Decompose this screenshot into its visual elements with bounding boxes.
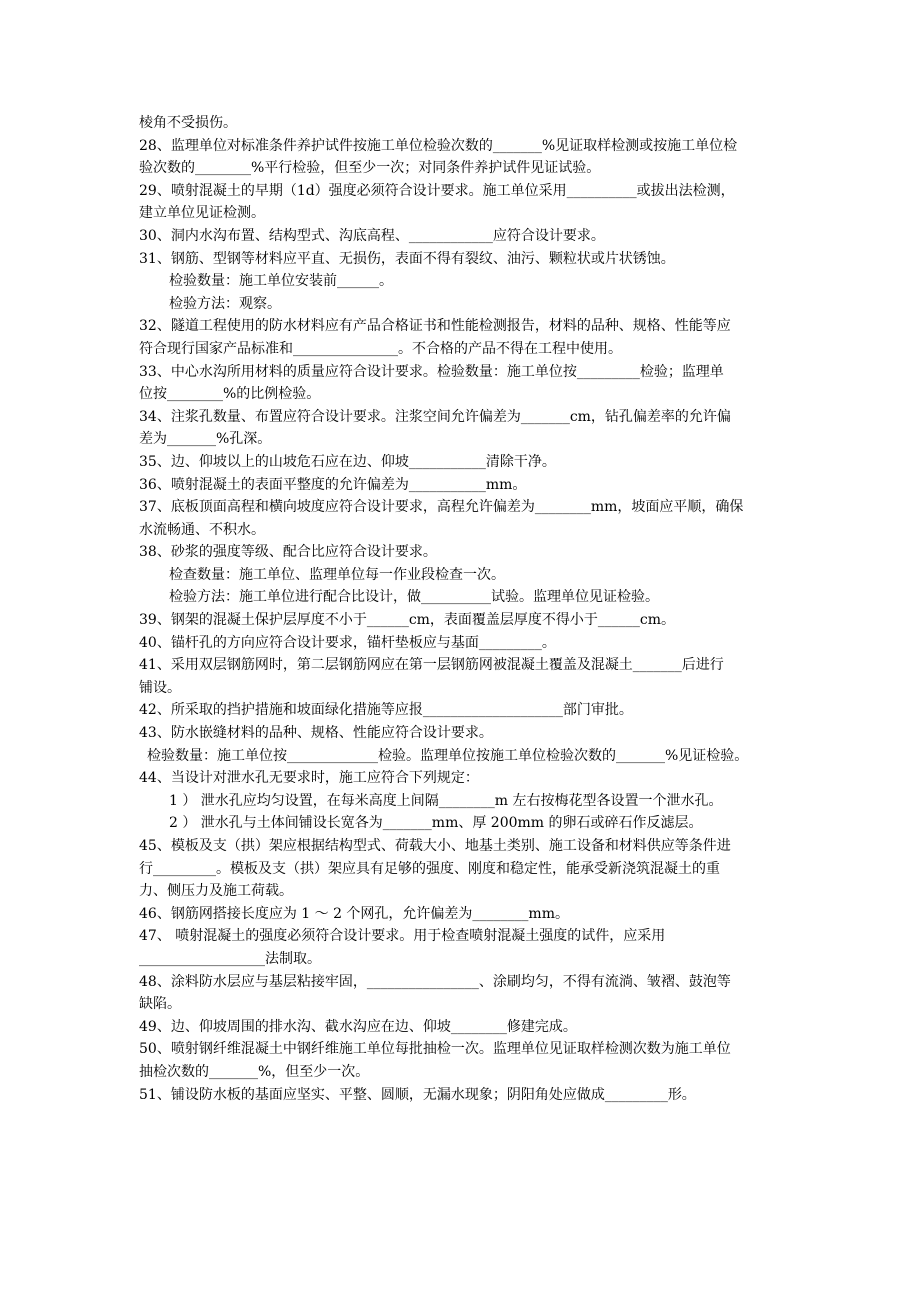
document-body [139, 112, 789, 1106]
text-line: 43、防水嵌缝材料的品种、规格、性能应符合设计要求。 [139, 725, 493, 742]
text-line: 抽检次数的_______%，但至少一次。 [139, 1063, 370, 1080]
text-line: 建立单位见证检测。 [139, 205, 265, 222]
text-line: 36、喷射混凝土的表面平整度的允许偏差为___________mm。 [139, 476, 527, 493]
text-line: 水流畅通、不积水。 [139, 521, 265, 538]
text-line: 棱角不受损伤。 [139, 115, 237, 131]
text-line: 37、底板顶面高程和横向坡度应符合设计要求，高程允许偏差为________mm，坡面应平顺，确保 [139, 499, 744, 516]
text-line: 2 ） 泄水孔与土体间铺设长宽各为_______mm、厚 200mm 的卵石或碎石作反滤层。 [169, 815, 703, 832]
text-line: 47、 喷射混凝土的强度必须符合设计要求。用于检查喷射混凝土强度的试件，应采用 [139, 928, 666, 945]
text-line: __________________法制取。 [139, 950, 321, 967]
text-line: 28、监理单位对标准条件养护试件按施工单位检验次数的_______%见证取样检测或按施工单位检 [139, 137, 738, 154]
text-line: 46、钢筋网搭接长度应为 1 ～ 2 个网孔，允许偏差为________mm。 [139, 905, 569, 922]
text-line: 行_________。模板及支（拱）架应具有足够的强度、刚度和稳定性，能承受新浇筑混凝土的重 [139, 860, 720, 877]
text-line: 31、钢筋、型钢等材料应平直、无损伤，表面不得有裂纹、油污、颗粒状或片状锈蚀。 [139, 250, 675, 267]
text-line: 49、边、仰坡周围的排水沟、截水沟应在边、仰坡________修建完成。 [139, 1018, 577, 1035]
text-line: 符合现行国家产品标准和_______________。不合格的产品不得在工程中使用。 [139, 340, 622, 357]
text-line: 验次数的________%平行检验，但至少一次；对同条件养护试件见证试验。 [139, 160, 601, 177]
text-line: 缺陷。 [139, 996, 181, 1013]
text-line: 30、洞内水沟布置、结构型式、沟底高程、____________应符合设计要求。 [139, 227, 605, 244]
text-line: 51、铺设防水板的基面应坚实、平整、圆顺，无漏水现象；阴阳角处应做成_________形。 [139, 1086, 696, 1103]
text-line: 检验数量：施工单位安装前______。 [169, 273, 393, 290]
text-line: 检验方法：观察。 [169, 295, 281, 312]
text-line: 40、锚杆孔的方向应符合设计要求，锚杆垫板应与基面_________。 [139, 634, 556, 651]
text-line: 29、喷射混凝土的早期（1d）强度必须符合设计要求。施工单位采用__________或拔出法检测， [139, 182, 735, 199]
text-line: 41、采用双层钢筋网时，第二层钢筋网应在第一层钢筋网被混凝土覆盖及混凝土_______后进行 [139, 657, 724, 674]
text-line: 33、中心水沟所用材料的质量应符合设计要求。检验数量：施工单位按_________检验；监理单 [139, 363, 724, 380]
text-line: 48、涂料防水层应与基层粘接牢固，________________、涂刷均匀，不得有流淌、皱褶、鼓泡等 [139, 973, 731, 990]
text-line: 铺设。 [139, 679, 181, 696]
text-line: 45、模板及支（拱）架应根据结构型式、荷载大小、地基土类别、施工设备和材料供应等条件进 [139, 838, 731, 854]
text-line: 位按________%的比例检验。 [139, 386, 321, 403]
text-line: 检查数量：施工单位、监理单位每一作业段检查一次。 [169, 566, 505, 583]
text-line: 39、钢架的混凝土保护层厚度不小于______cm，表面覆盖层厚度不得小于______cm。 [139, 612, 676, 629]
text-line: 差为_______%孔深。 [139, 431, 272, 448]
text-line: 38、砂浆的强度等级、配合比应符合设计要求。 [139, 544, 437, 561]
text-line: 44、当设计对泄水孔无要求时，施工应符合下列规定： [139, 770, 479, 787]
text-line: 42、所采取的挡护措施和坡面绿化措施等应报____________________部门审批。 [139, 702, 633, 719]
text-line: 检验方法：施工单位进行配合比设计，做__________试验。监理单位见证检验。 [169, 589, 659, 606]
text-line: 力、侧压力及施工荷载。 [139, 883, 293, 900]
text-line: 50、喷射钢纤维混凝土中钢纤维施工单位每批抽检一次。监理单位见证取样检测次数为施工单位 [139, 1041, 731, 1058]
text-line: 35、边、仰坡以上的山坡危石应在边、仰坡___________清除干净。 [139, 453, 556, 470]
text-line: 34、注浆孔数量、布置应符合设计要求。注浆空间允许偏差为_______cm，钻孔偏差率的允许偏 [139, 408, 731, 425]
text-line: 检验数量：施工单位按_____________检验。监理单位按施工单位检验次数的_______%见证检验。 [147, 747, 749, 764]
text-line: 1 ） 泄水孔应均匀设置，在每米高度上间隔________m 左右按梅花型各设置一个泄水孔。 [169, 792, 723, 809]
text-line: 32、隧道工程使用的防水材料应有产品合格证书和性能检测报告，材料的品种、规格、性能等应 [139, 318, 731, 335]
